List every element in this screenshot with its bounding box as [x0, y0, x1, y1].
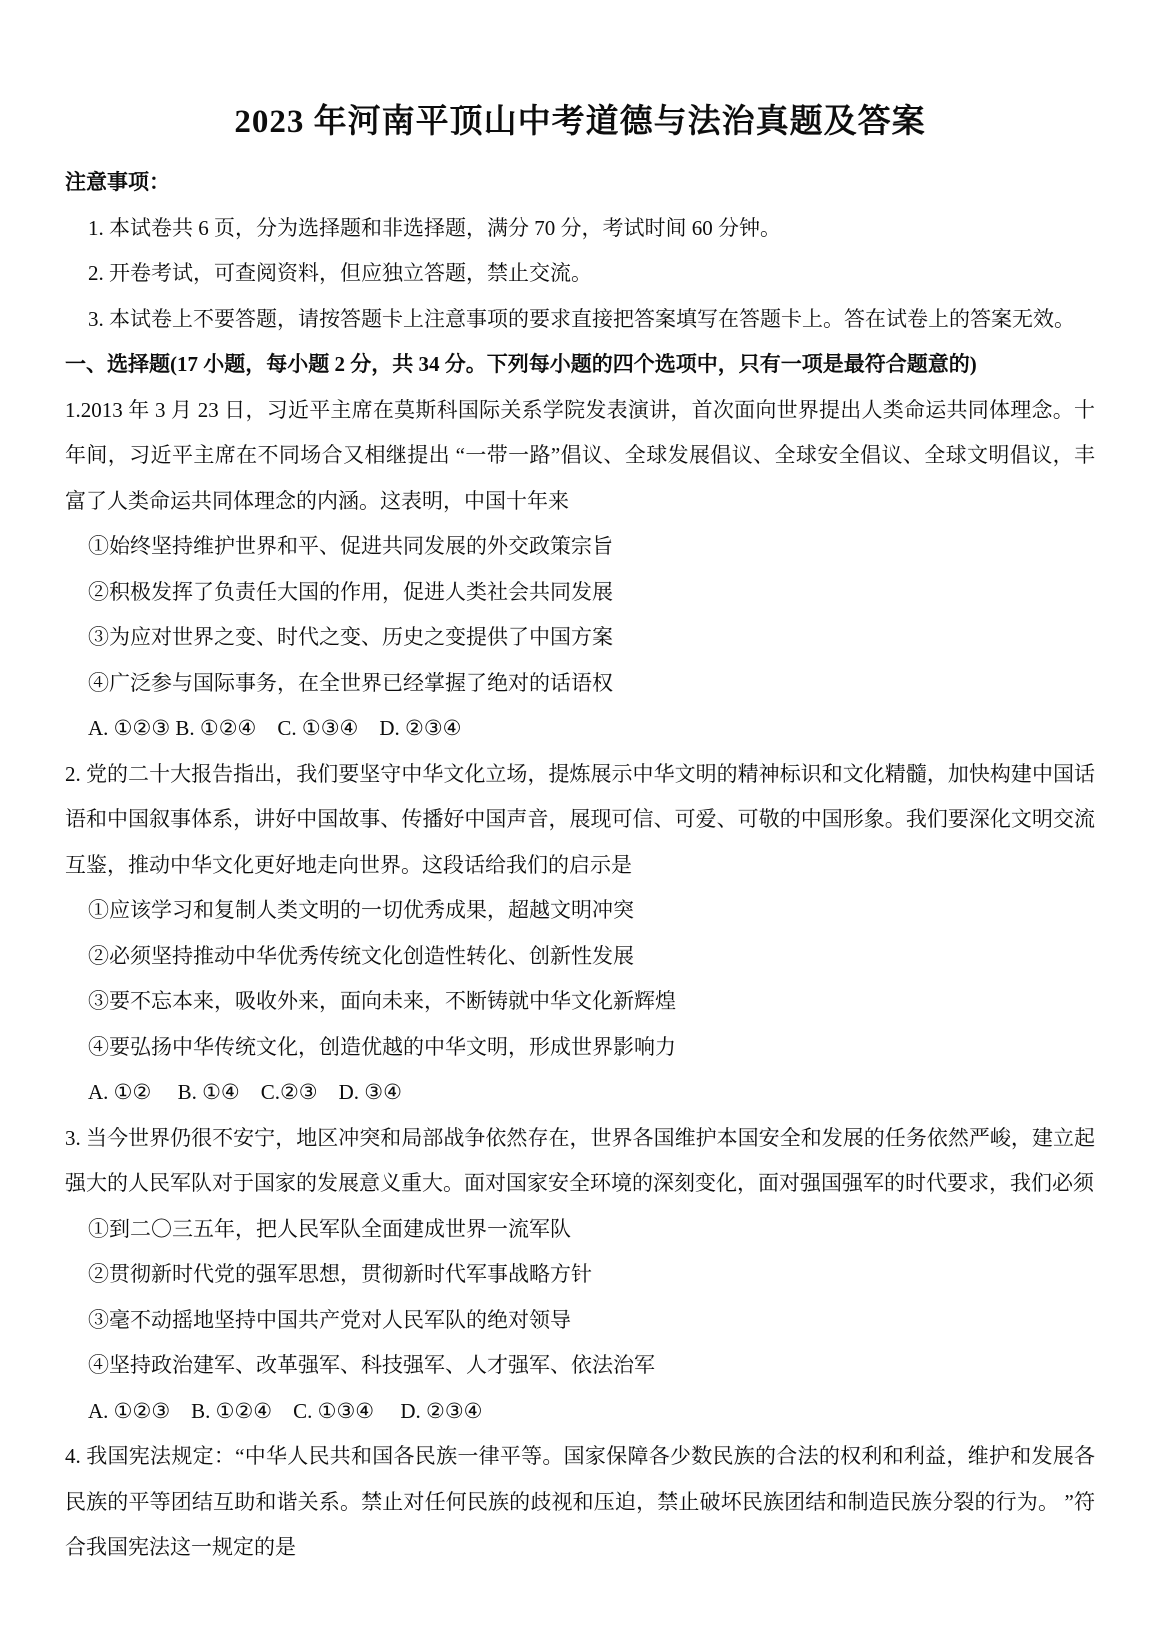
question-1-stem: 1.2013 年 3 月 23 日，习近平主席在莫斯科国际关系学院发表演讲，首次面向世界提出人类命运共同体理念。十年间，习近平主席在不同场合又相继提出 “一带一路”倡议、全球发展倡议、全球安全倡议、全球文明倡议，丰富了人类命运共同体理念的内涵。这表明，中国十年来	[65, 397, 1095, 513]
question-2-answer-row: A. ①② B. ①④ C.②③ D. ③④	[88, 1080, 402, 1104]
question-1-option-4: ④广泛参与国际事务，在全世界已经掌握了绝对的话语权	[88, 670, 613, 695]
question-2-option-2: ②必须坚持推动中华优秀传统文化创造性转化、创新性发展	[88, 943, 634, 968]
question-1-answer-row: A. ①②③ B. ①②④ C. ①③④ D. ②③④	[88, 716, 462, 740]
question-2-option-3: ③要不忘本来，吸收外来，面向未来，不断铸就中华文化新辉煌	[88, 989, 676, 1013]
question-3-option-2: ②贯彻新时代党的强军思想，贯彻新时代军事战略方针	[88, 1262, 592, 1286]
section-heading: 一、选择题(17 小题，每小题 2 分，共 34 分。下列每小题的四个选项中，只有一项是最符合题意的)	[65, 352, 977, 376]
question-2-stem: 2. 党的二十大报告指出，我们要坚守中华文化立场，提炼展示中华文明的精神标识和文化精髓，加快构建中国话语和中国叙事体系，讲好中国故事、传播好中国声音，展现可信、可爱、可敬的中国形象。我们要深化文明交流互鉴，推动中华文化更好地走向世界。这段话给我们的启示是	[65, 761, 1095, 877]
page-title: 2023 年河南平顶山中考道德与法治真题及答案	[234, 104, 926, 140]
question-3-stem: 3. 当今世界仍很不安宁，地区冲突和局部战争依然存在，世界各国维护本国安全和发展的任务依然严峻，建立起强大的人民军队对于国家的发展意义重大。面对国家安全环境的深刻变化，面对强国强军的时代要求，我们必须	[65, 1125, 1095, 1195]
question-1-option-3: ③为应对世界之变、时代之变、历史之变提供了中国方案	[88, 625, 613, 649]
question-3-option-4: ④坚持政治建军、改革强军、科技强军、人才强军、依法治军	[88, 1353, 655, 1377]
question-3	[65, 1116, 1095, 1435]
question-4-stem: 4. 我国宪法规定：“中华人民共和国各民族一律平等。国家保障各少数民族的合法的权利和利益，维护和发展各民族的平等团结互助和谐关系。禁止对任何民族的歧视和压迫，禁止破坏民族团结和制造民族分裂的行为。 ”符合我国宪法这一规定的是	[65, 1444, 1095, 1559]
note-item-3: 3. 本试卷上不要答题，请按答题卡上注意事项的要求直接把答案填写在答题卡上。答在试卷上的答案无效。	[88, 306, 1075, 331]
note-item-1: 1. 本试卷共 6 页，分为选择题和非选择题，满分 70 分，考试时间 60 分钟。	[88, 215, 781, 240]
question-3-option-1: ①到二〇三五年，把人民军队全面建成世界一流军队	[88, 1216, 571, 1241]
question-3-answer-row: A. ①②③ B. ①②④ C. ①③④ D. ②③④	[88, 1398, 483, 1423]
notes-section	[65, 160, 1095, 342]
question-3-option-3: ③毫不动摇地坚持中国共产党对人民军队的绝对领导	[88, 1307, 571, 1332]
note-item-2: 2. 开卷考试，可查阅资料，但应独立答题，禁止交流。	[88, 261, 592, 285]
question-1	[65, 388, 1095, 752]
question-2	[65, 752, 1095, 1116]
question-1-option-2: ②积极发挥了负责任大国的作用，促进人类社会共同发展	[88, 579, 613, 604]
notes-heading: 注意事项：	[65, 170, 170, 194]
question-2-option-1: ①应该学习和复制人类文明的一切优秀成果，超越文明冲突	[88, 898, 634, 922]
question-1-option-1: ①始终坚持维护世界和平、促进共同发展的外交政策宗旨	[88, 534, 613, 558]
question-2-option-4: ④要弘扬中华传统文化，创造优越的中华文明，形成世界影响力	[88, 1034, 676, 1059]
question-4	[65, 1434, 1095, 1571]
